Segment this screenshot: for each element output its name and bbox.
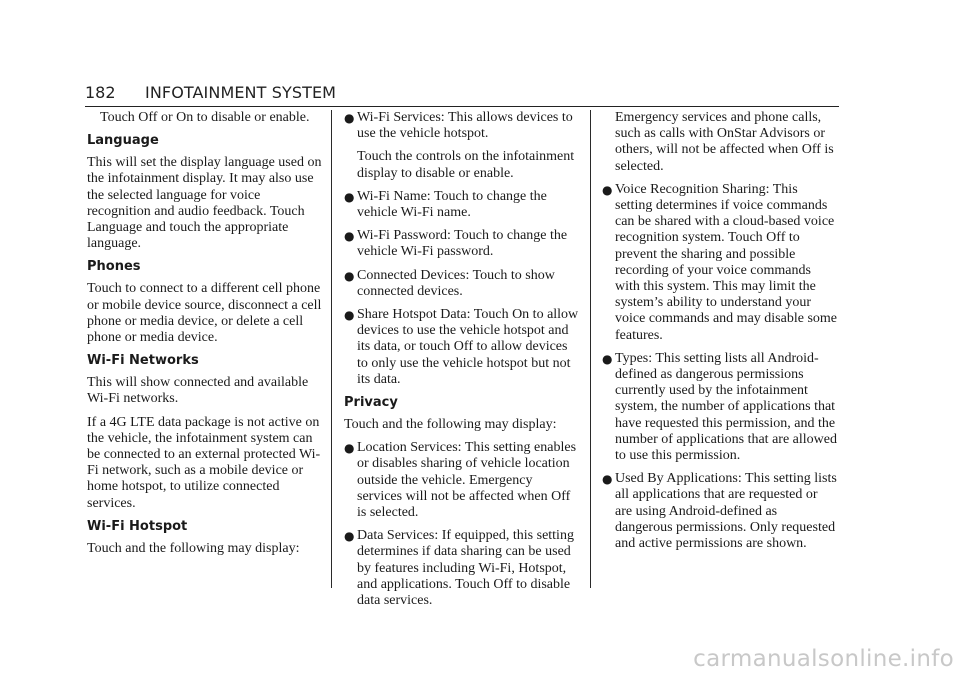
paragraph-wifi-networks-2: If a 4G LTE data package is not active on the vehicle, the infotainment system can be connected to an external protected Wi-Fi network, such as a mobile device or home hotspot, to utilize connected services. [87,414,321,511]
bullet-icon: ● [344,268,355,283]
bullet-icon: ● [602,182,613,197]
paragraph-wifi-networks-1: This will show connected and available Wi-Fi networks. [87,375,309,407]
paragraph-data-services-cont: Emergency services and phone calls, such as calls with OnStar Advisors or others, will not be affected when Off is selected. [615,110,834,174]
column-3 [602,110,838,559]
column-divider-2 [590,110,591,588]
bullet-icon: ● [344,441,355,456]
bullet-connected-devices [344,268,580,300]
paragraph-privacy: Touch and the following may display: [344,417,557,433]
bullet-text: Wi-Fi Password: Touch to change the vehicle Wi-Fi password. [357,228,568,260]
column-divider-1 [331,110,332,588]
page-number: 182 [85,83,116,102]
heading-privacy: Privacy [344,395,398,411]
page-header [85,82,839,107]
bullet-data-services [344,528,580,609]
bullet-voice-recognition [602,182,838,344]
bullet-text: Location Services: This setting enables or disables sharing of vehicle location outside the vehicle. Emergency services will not be affected when Off is selected. [357,440,577,521]
paragraph-language: This will set the display language used on the infotainment display. It may also use the selected language for voice recognition and audio feedback. Touch Language and touch the appropriate language. [87,155,322,252]
bullet-icon: ● [344,189,355,204]
heading-wifi-hotspot: Wi-Fi Hotspot [87,518,188,534]
bullet-used-by-applications [602,471,838,552]
bullet-text: Types: This setting lists all Android-defined as dangerous permissions currently used by the infotainment system, the number of applications that have requested this permission, and the number of applications that are allowed to use this permission. [615,350,837,464]
bullet-icon: ● [602,472,613,487]
paragraph-services-sub: Touch the controls on the infotainment display to disable or enable. [357,149,575,181]
column-1 [87,110,323,564]
bullet-icon: ● [344,111,355,125]
bullet-text: Share Hotspot Data: Touch On to allow devices to use the vehicle hotspot and its data, or touch Off to allow devices to only use the vehicle hotspot but not its data. [357,307,579,387]
bullet-text: Voice Recognition Sharing: This setting determines if voice commands can be shared with a cloud-based voice recognition system. Touch Off to prevent the sharing and possible recording of your voice commands with this system. This may limit the system’s ability to understand your voice commands and may disable some features. [615,181,837,343]
bullet-icon: ● [344,308,355,323]
paragraph-phones: Touch to connect to a different cell phone or mobile device source, disconnect a cell phone or media device, or delete a cell phone or media device. [87,281,322,346]
bullet-text: Wi-Fi Name: Touch to change the vehicle Wi-Fi name. [357,188,547,221]
watermark: carmanualsonline.info [693,646,954,672]
bullet-wifi-name [344,189,580,221]
bullet-icon: ● [344,529,355,544]
bullet-text: Used By Applications: This setting lists all applications that are requested or are using Android-defined as dangerous permissions. Only requested and active permissions are shown. [615,471,837,552]
bullet-icon: ● [344,229,355,244]
bullet-location-services [344,440,580,521]
column-2 [344,110,580,616]
bullet-share-hotspot [344,307,580,388]
bullet-text: Connected Devices: Touch to show connected devices. [357,267,555,299]
bullet-icon: ● [602,351,613,366]
bullet-wifi-services [344,110,580,142]
bullet-text: Wi-Fi Services: This allows devices to use the vehicle hotspot. [357,110,573,142]
paragraph-wifi-hotspot: Touch and the following may display: [87,540,300,556]
section-title: INFOTAINMENT SYSTEM [145,83,337,102]
bullet-text: Data Services: If equipped, this setting determines if data sharing can be used by features including Wi-Fi, Hotspot, and applications. Touch Off to disable data services. [357,528,574,609]
heading-wifi-networks: Wi-Fi Networks [87,353,199,369]
bullet-wifi-password [344,228,580,260]
bullet-types [602,351,838,464]
heading-language: Language [87,133,159,149]
paragraph-touch-off-on: Touch Off or On to disable or enable. [100,110,310,125]
heading-phones: Phones [87,259,141,275]
